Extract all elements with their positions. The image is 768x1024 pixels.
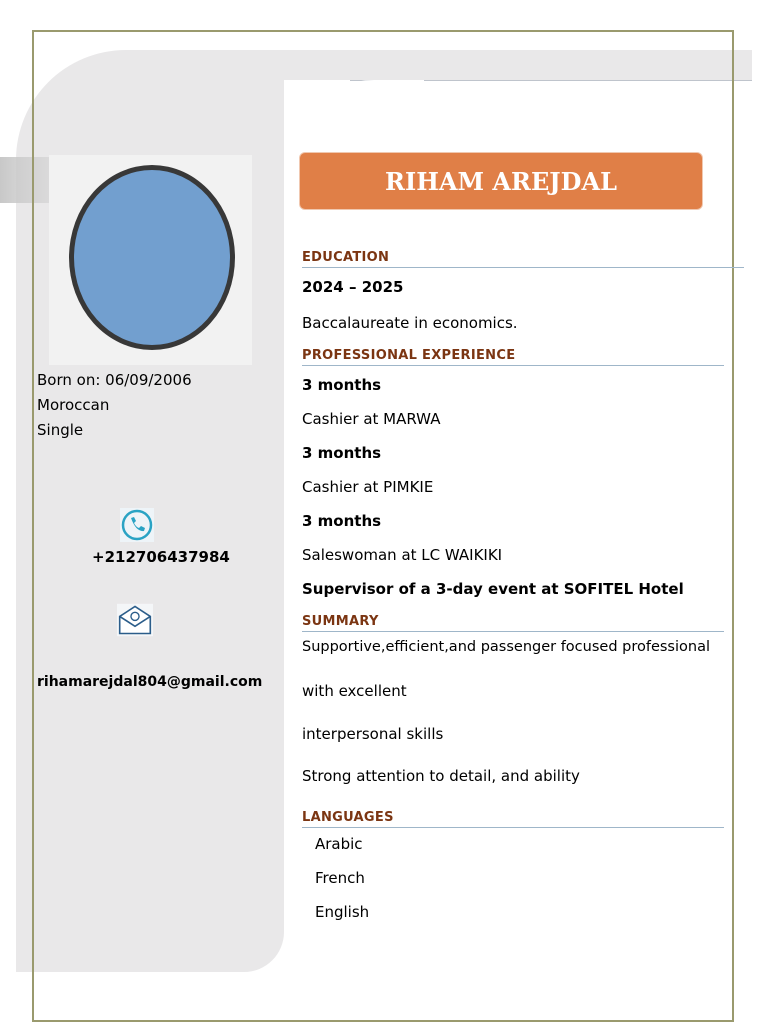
education-years: 2024 – 2025 — [302, 278, 404, 296]
personal-info — [37, 368, 192, 443]
name-banner: RIHAM AREJDAL — [299, 152, 703, 210]
experience-extra: Supervisor of a 3-day event at SOFITEL Hotel — [302, 580, 684, 598]
marital-status: Single — [37, 421, 84, 439]
experience-duration: 3 months — [302, 512, 382, 530]
language-item: Arabic — [315, 835, 363, 853]
section-rule — [302, 267, 744, 268]
experience-role: Cashier at MARWA — [302, 410, 441, 428]
summary-line: Strong attention to detail, and ability — [302, 767, 580, 785]
summary-line: with excellent — [302, 682, 407, 700]
phone-icon — [119, 508, 155, 542]
email-address: rihamarejdal804@gmail.com — [37, 674, 263, 690]
section-title-summary: SUMMARY — [302, 614, 379, 629]
language-item: French — [315, 869, 365, 887]
nationality: Moroccan — [37, 396, 110, 414]
section-rule — [302, 827, 724, 828]
language-item: English — [315, 903, 370, 921]
phone-number: +212706437984 — [92, 548, 230, 566]
section-rule — [302, 631, 724, 632]
section-title-languages: LANGUAGES — [302, 810, 394, 825]
birth-date: Born on: 06/09/2006 — [37, 371, 192, 389]
email-icon — [117, 603, 153, 637]
summary-line: Supportive,efficient,and passenger focused professional — [302, 639, 710, 655]
education-degree: Baccalaureate in economics. — [302, 314, 518, 332]
experience-duration: 3 months — [302, 444, 382, 462]
experience-duration: 3 months — [302, 376, 382, 394]
section-rule — [302, 365, 724, 366]
experience-role: Cashier at PIMKIE — [302, 478, 434, 496]
section-title-education: EDUCATION — [302, 250, 390, 265]
section-title-experience: PROFESSIONAL EXPERIENCE — [302, 348, 516, 363]
summary-line: interpersonal skills — [302, 725, 444, 743]
profile-photo — [69, 165, 235, 350]
experience-role: Saleswoman at LC WAIKIKI — [302, 546, 503, 564]
